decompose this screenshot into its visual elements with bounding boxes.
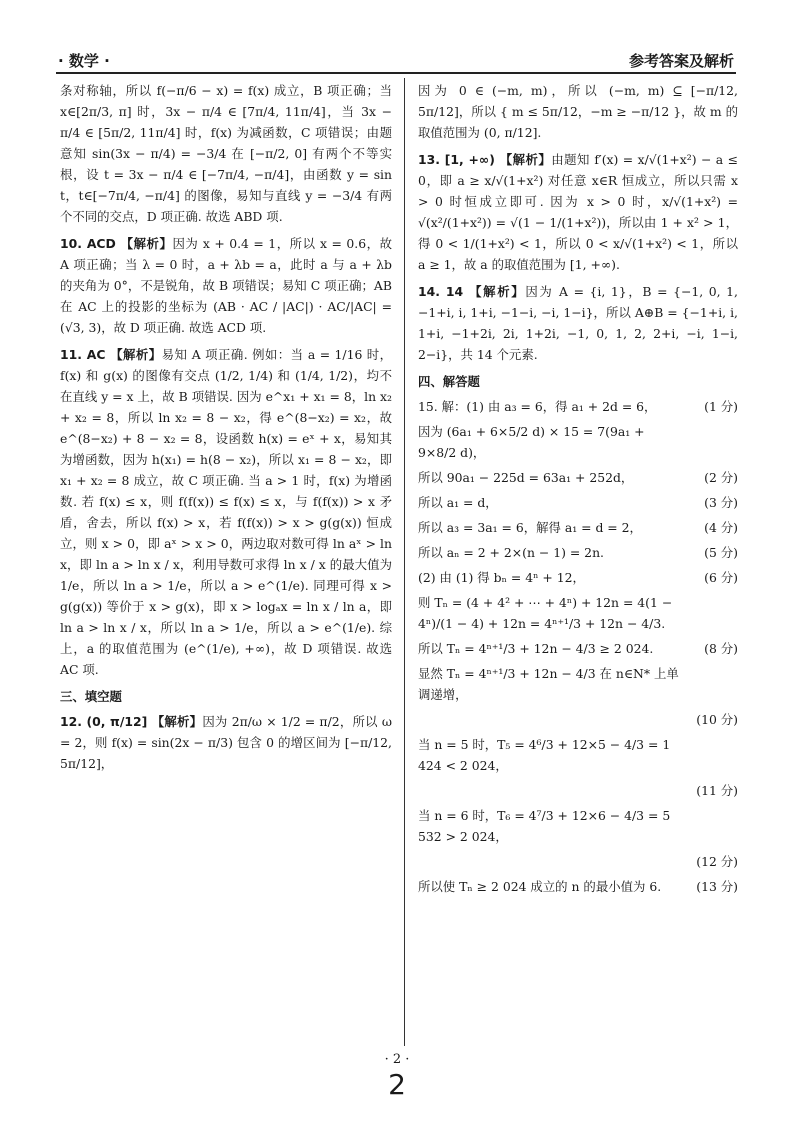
page-number-large: 2 [388, 1068, 406, 1101]
solution-step: 所以 Tₙ = 4ⁿ⁺¹/3 + 12n − 4/3 ≥ 2 024. (8 分) [418, 638, 738, 659]
score-mark: (8 分) [704, 641, 738, 656]
page-number-small: · 2 · [384, 1052, 410, 1067]
score-mark: (1 分) [704, 399, 738, 414]
answer-11-tag: 11. AC 【解析】 [60, 347, 162, 362]
score-mark: (2 分) [704, 470, 738, 485]
solution-step: 所以使 Tₙ ≥ 2 024 成立的 n 的最小值为 6. (13 分) [418, 876, 738, 897]
left-column [60, 80, 392, 780]
score-mark: (3 分) [704, 495, 738, 510]
answer-12-continued: 因为 0 ∈ (−m, m)，所以 (−m, m) ⊆ [−π/12, 5π/12]，所以 { m ≤ 5π/12，−m ≥ −π/12 }，故 m 的取值范围为 (0, π/12]. [418, 83, 738, 140]
score-mark: (5 分) [704, 545, 738, 560]
right-column [418, 80, 738, 901]
answer-11-text: 易知 A 项正确. 例如：当 a = 1/16 时，f(x) 和 g(x) 的图像有交点 (1/2, 1/4) 和 (1/4, 1/2)，均不在直线 y = x 上，故 B 项错误. 因为 e^x₁ + x₁ = 8，ln x₂ + x₂ = 8，所以 ln x₂ = 8 − x₂，得 e^(8−x₂) = x₂，故 e^(8−x₂) + 8 − x₂ = 8，设函数 h(x) = eˣ + x，易知其为增函数，因为 h(x₁) = h(8 − x₂)，所以 x₁ = 8 − x₂，即 x₁ + x₂ = 8 成立，故 C 项正确. 当 a > 1 时，f(x) 为增函数. 若 f(x) ≤ x，则 f(f(x)) ≤ f(x) ≤ x，与 f(f(x)) > x 矛盾，舍去，所以 f(x) > x，若 f(f(x)) > x > g(g(x)) 恒成立，则 x > 0，即 aˣ > x > 0，两边取对数可得 ln aˣ > ln x，即 ln a > ln x / x，利用导数可求得 ln x / x 的最大值为 1/e，所以 ln a > 1/e，所以 a > e^(1/e). 同理可得 x > g(g(x)) 等价于 x > g(x)，即 x > logₐx = ln x / ln a，即 ln a > ln x / x，所以 ln a > 1/e，所以 a > e^(1/e). 综上，a 的取值范围为 (e^(1/e), +∞)，故 D 项错误. 故选 AC 项. [60, 347, 392, 677]
answer-12-tag: 12. (0, π/12] 【解析】 [60, 714, 203, 729]
answer-13-text: 由题知 f′(x) = x/√(1+x²) − a ≤ 0，即 a ≥ x/√(1+x²) 对任意 x∈R 恒成立，所以只需 x > 0 时恒成立即可. 因为 x > 0 时，x/√(1+x²) = √(x²/(1+x²)) = √(1 − 1/(1+x²))，所以由 1 + x² > 1，得 0 < 1/(1+x²) < 1，所以 0 < x/√(1+x²) < 1，所以 a ≥ 1，故 a 的取值范围为 [1, +∞). [418, 152, 739, 272]
answer-13 [418, 149, 738, 275]
answer-14 [418, 281, 738, 365]
section-fill-in-blank: 三、填空题 [60, 689, 122, 704]
column-divider [404, 78, 405, 1046]
solution-step: 当 n = 5 时，T₅ = 4⁶/3 + 12×5 − 4/3 = 1 424 < 2 024， [418, 737, 671, 773]
answer-14-text: 因为 A = {i, 1}，B = {−1, 0, 1, −1+i, i, 1+i, −1−i, −i, 1−i}，所以 A⊕B = {−1+i, i, 1+i, −1+2i, 2i, 1+2i, −1, 0, 1, 2, 2+i, −i, 1−i, 2−i}，共 14 个元素. [418, 284, 738, 362]
solution-step: 所以 aₙ = 2 + 2×(n − 1) = 2n. (5 分) [418, 542, 738, 563]
score-mark: (4 分) [704, 520, 738, 535]
header-title: 参考答案及解析 [628, 52, 734, 70]
solution-step: 则 Tₙ = (4 + 4² + ⋯ + 4ⁿ) + 12n = 4(1 − 4ⁿ)/(1 − 4) + 12n = 4ⁿ⁺¹/3 + 12n − 4/3. [418, 595, 673, 631]
section-solutions: 四、解答题 [418, 374, 480, 389]
answer-13-tag: 13. [1, +∞) 【解析】 [418, 152, 552, 167]
solution-step: 所以 a₃ = 3a₁ = 6，解得 a₁ = d = 2， (4 分) [418, 517, 738, 538]
page-header [56, 48, 736, 74]
answer-10 [60, 233, 392, 338]
answer-10-tag: 10. ACD 【解析】 [60, 236, 173, 251]
solution-step: 15. 解：(1) 由 a₃ = 6，得 a₁ + 2d = 6， (1 分) [418, 396, 738, 417]
score-mark: (6 分) [704, 570, 738, 585]
answer-10-text: 因为 x + 0.4 = 1，所以 x = 0.6，故 A 项正确；当 λ = 0 时，a + λb = a，此时 a 与 a + λb 的夹角为 0°，不是锐角，故 B 项错误；易知 C 项正确；AB 在 AC 上的投影的坐标为 (AB · AC / |AC|) · AC/|AC| = (√3, 3)，故 D 项正确. 故选 ACD 项. [60, 236, 392, 335]
solution-step: 当 n = 6 时，T₆ = 4⁷/3 + 12×6 − 4/3 = 5 532 > 2 024， [418, 808, 671, 844]
answer-12 [60, 711, 392, 774]
solution-step: 所以 a₁ = d， (3 分) [418, 492, 738, 513]
score-mark: (11 分) [696, 783, 738, 798]
subject-label: · 数学 · [58, 52, 110, 70]
score-mark: (10 分) [696, 712, 738, 727]
solution-step: (2) 由 (1) 得 bₙ = 4ⁿ + 12， (6 分) [418, 567, 738, 588]
solution-step: 因为 (6a₁ + 6×5/2 d) × 15 = 7(9a₁ + 9×8/2 d)， [418, 424, 645, 460]
score-mark: (13 分) [696, 879, 738, 894]
answer-12-text: 因为 2π/ω × 1/2 = π/2，所以 ω = 2，则 f(x) = sin(2x − π/3) 包含 0 的增区间为 [−π/12, 5π/12]， [60, 714, 392, 771]
answer-14-tag: 14. 14 【解析】 [418, 284, 526, 299]
score-mark: (12 分) [696, 854, 738, 869]
answer-11 [60, 344, 392, 680]
answer-9-continued: 条对称轴，所以 f(−π/6 − x) = f(x) 成立，B 项正确；当 x∈[2π/3, π] 时，3x − π/4 ∈ [7π/4, 11π/4]，当 3x − π/4 ∈ [5π/2, 11π/4] 时，f(x) 为减函数，C 项错误；由题意知 sin(3x − π/4) = −3/4 在 [−π/2, 0] 有两个不等实根，设 t = 3x − π/4 ∈ [−7π/4, −π/4]，由函数 y = sin t，t∈[−7π/4, −π/4] 的图像，易知与直线 y = −3/4 有两个不同的交点，D 项正确. 故选 ABD 项. [60, 83, 392, 224]
solution-step: 显然 Tₙ = 4ⁿ⁺¹/3 + 12n − 4/3 在 n∈N* 上单调递增， [418, 666, 679, 702]
solution-step: 所以 90a₁ − 225d = 63a₁ + 252d， (2 分) [418, 467, 738, 488]
